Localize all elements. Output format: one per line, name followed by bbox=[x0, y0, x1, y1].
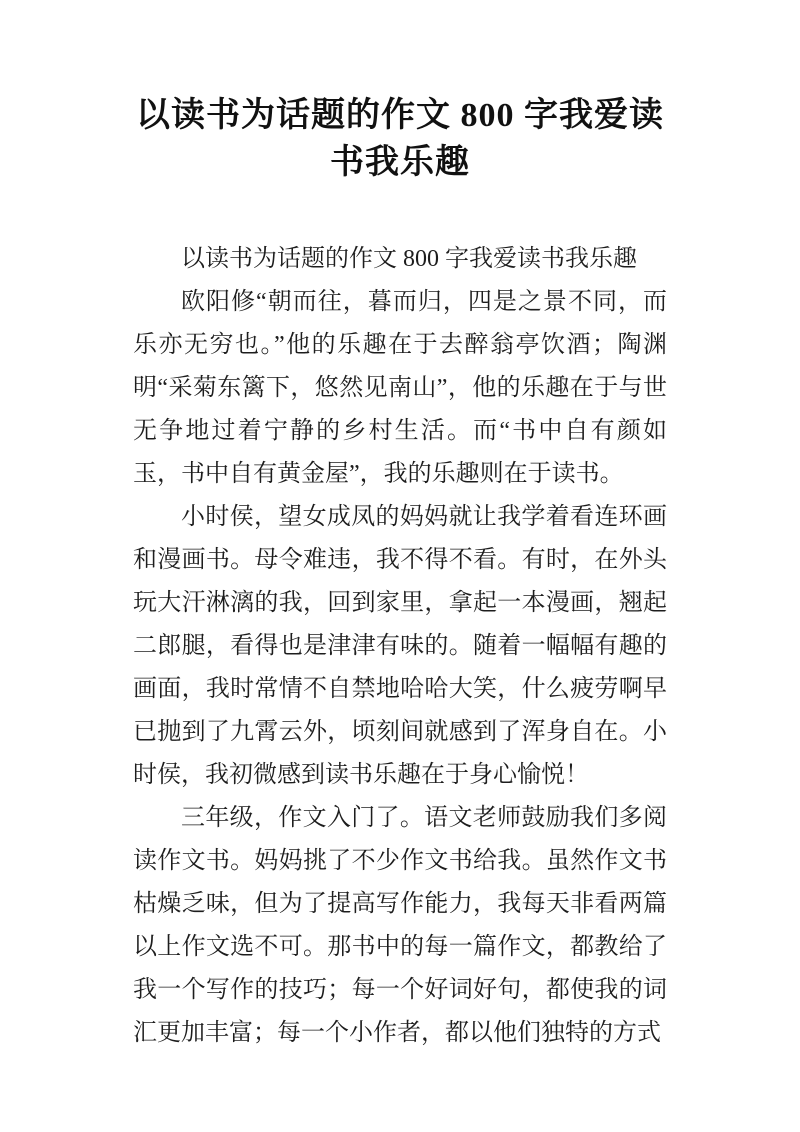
page-content bbox=[133, 92, 667, 1055]
essay-title: 以读书为话题的作文 800 字我爱读书我乐趣 bbox=[136, 97, 664, 181]
body-paragraph-1: 以读书为话题的作文 800 字我爱读书我乐趣 bbox=[181, 246, 637, 272]
body-paragraph-2: 欧阳修“朝而往，暮而归，四是之景不同，而乐亦无穷也。”他的乐趣在于去醉翁亭饮酒；陶渊明“采菊东篱下，悠然见南山”，他的乐趣在于与世无争地过着宁静的乡村生活。而“书中自有颜如玉，书中自有黄金屋”，我的乐趣则在于读书。 bbox=[133, 289, 667, 487]
body-paragraph-4: 三年级，作文入门了。语文老师鼓励我们多阅读作文书。妈妈挑了不少作文书给我。虽然作文书枯燥乏味，但为了提高写作能力，我每天非看两篇以上作文选不可。那书中的每一篇作文，都教给了我一个写作的技巧；每一个好词好句，都使我的词汇更加丰富；每一个小作者，都以他们独特的方式 bbox=[133, 805, 667, 1046]
essay-body bbox=[133, 238, 667, 1055]
body-paragraph-3: 小时侯，望女成凤的妈妈就让我学着看连环画和漫画书。母令难违，我不得不看。有时，在外头玩大汗淋漓的我，回到家里，拿起一本漫画，翘起二郎腿，看得也是津津有味的。随着一幅幅有趣的画面，我时常情不自禁地哈哈大笑，什么疲劳啊早已抛到了九霄云外，顷刻间就感到了浑身自在。小时侯，我初微感到读书乐趣在于身心愉悦！ bbox=[133, 504, 667, 788]
